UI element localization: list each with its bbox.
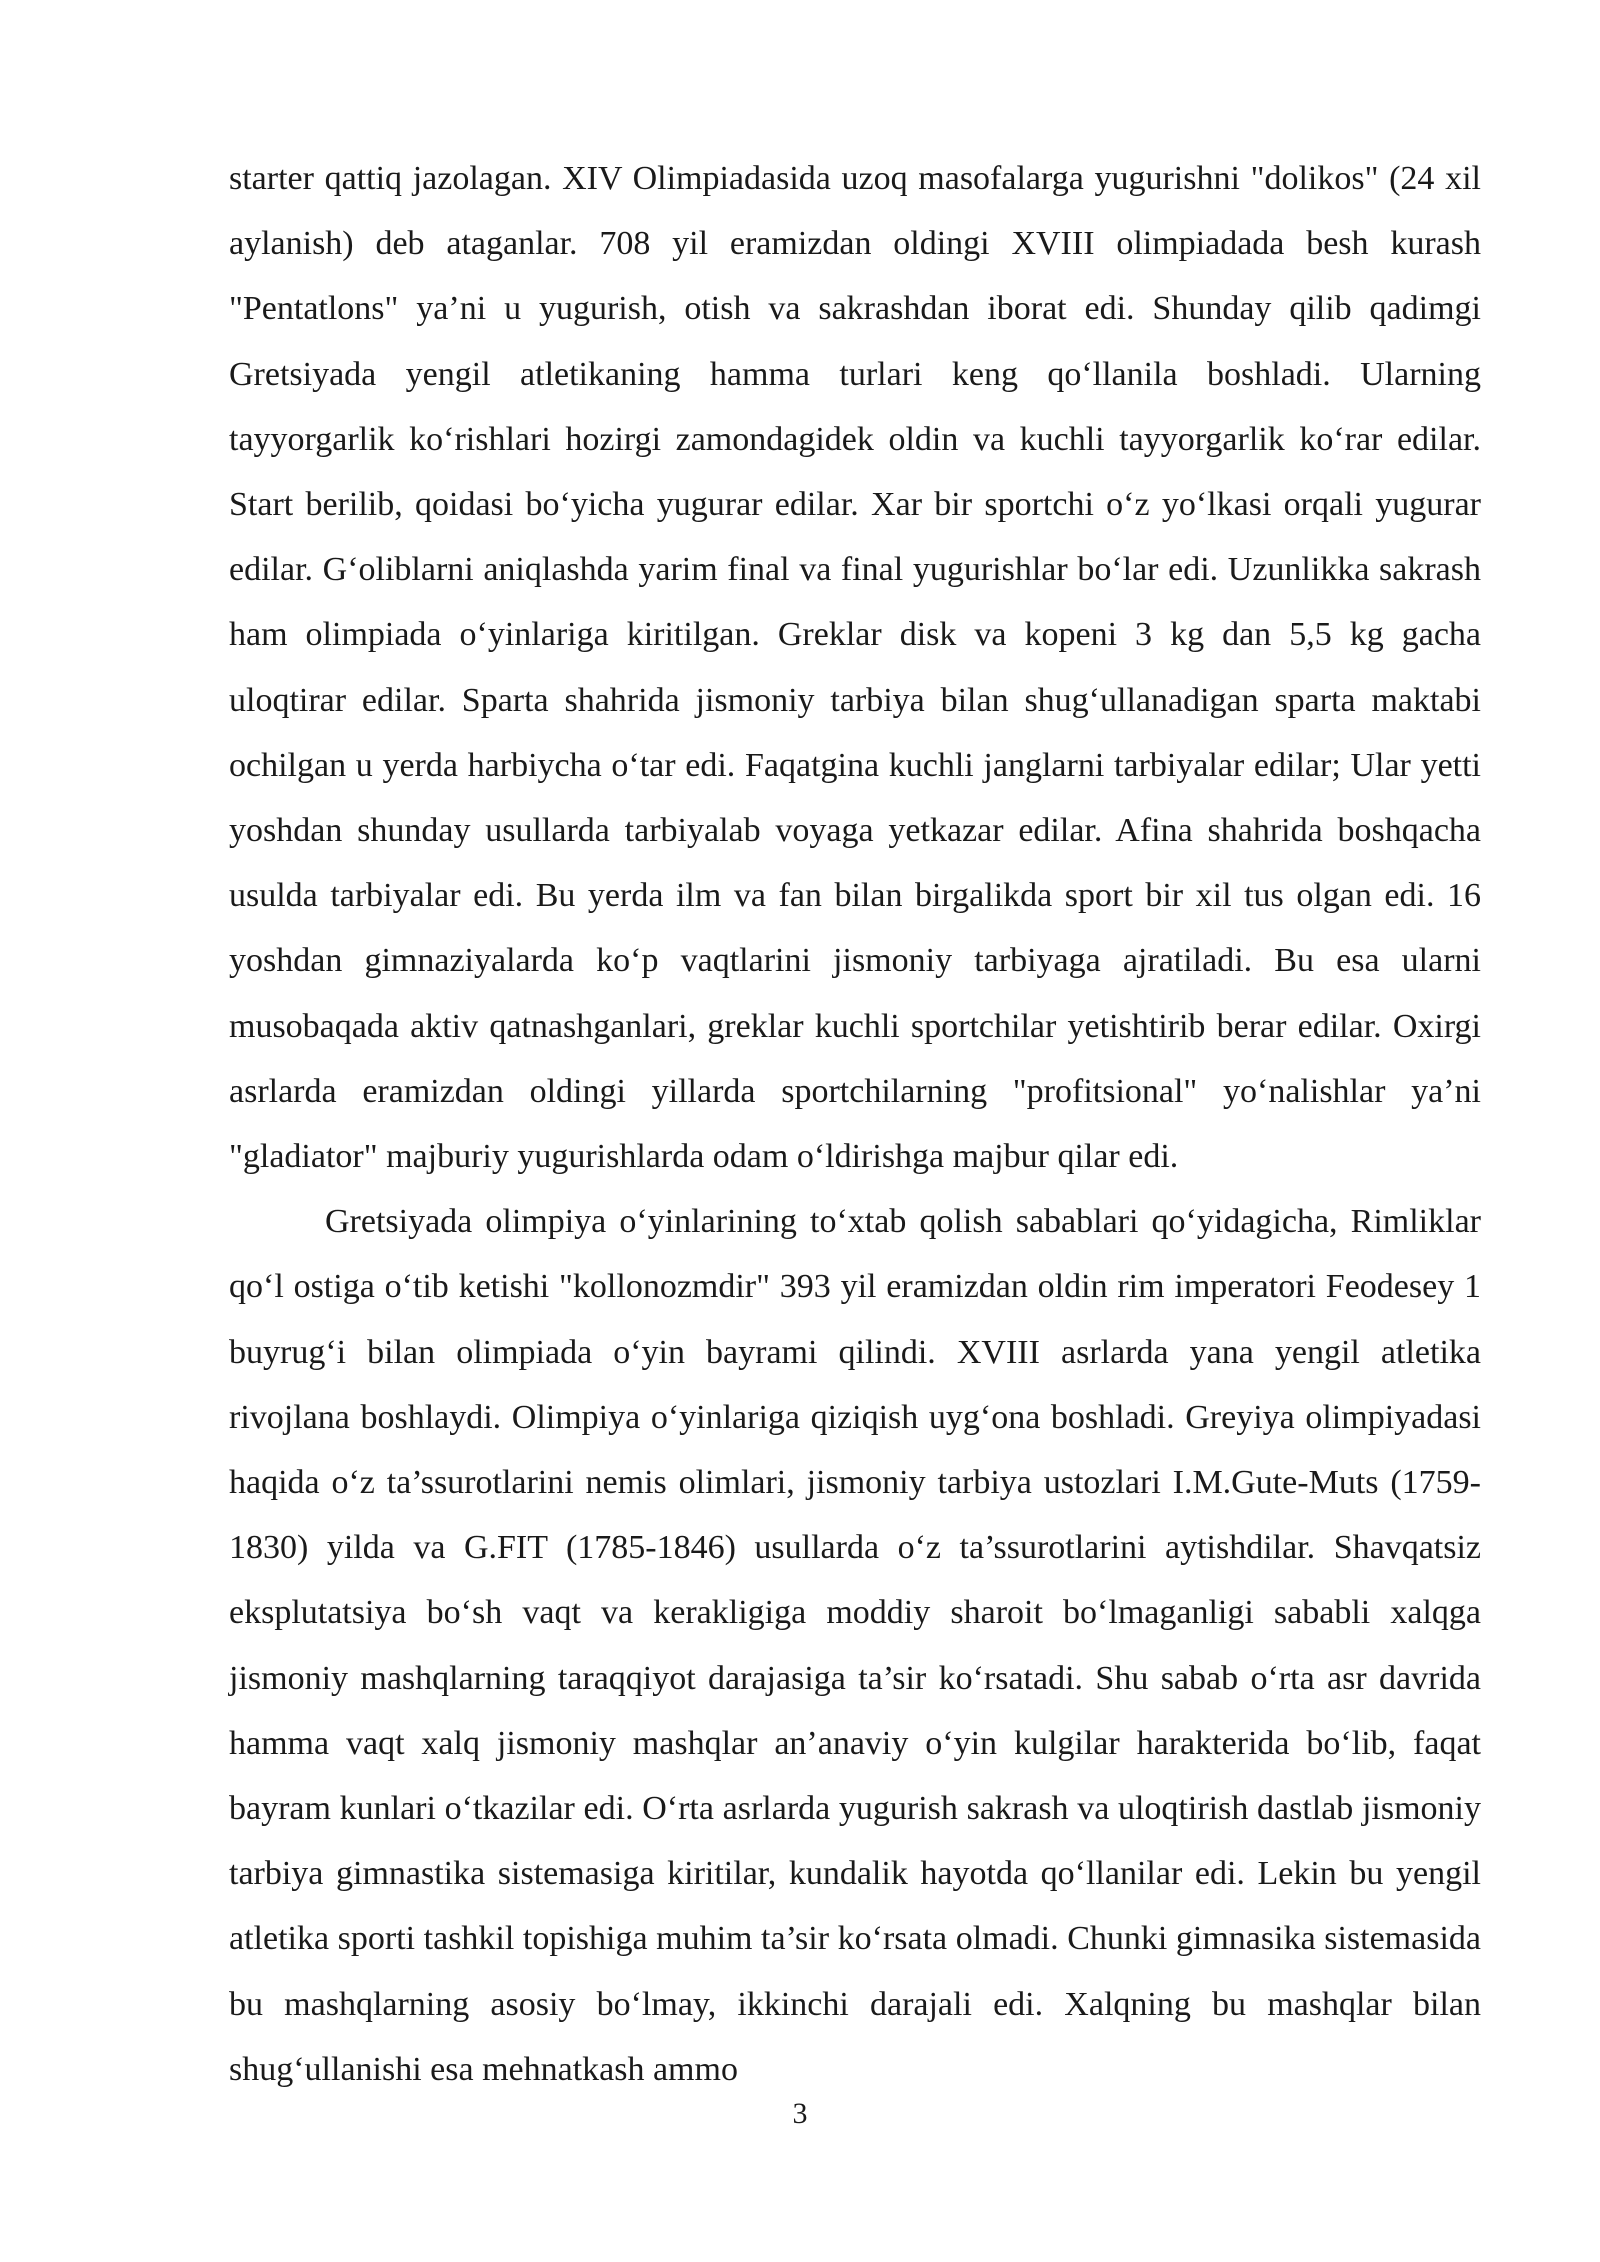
paragraph-2: Gretsiyada olimpiya o‘yinlarining to‘xtab qolish sabablari qo‘yidagicha, Rimliklar qo‘l ostiga o‘tib ketishi "kollonozmdir" 393 yil eramizdan oldin rim imperatori Feodesey 1 buyrug‘i bilan olimpiada o‘yin bayrami qilindi. XVIII asrlarda yana yengil atletika rivojlana boshlaydi. Olimpiya o‘yinlariga qiziqish uyg‘ona boshladi. Greyiya olimpiyadasi haqida o‘z ta’ssurotlarini nemis olimlari, jismoniy tarbiya ustozlari I.M.Gute-Muts (1759-1830) yilda va G.FIT (1785-1846) usullarda o‘z ta’ssurotlarini aytishdilar. Shavqatsiz eksplutatsiya bo‘sh vaqt va kerakligiga moddiy sharoit bo‘lmaganligi sababli xalqga jismoniy mashqlarning taraqqiyot darajasiga ta’sir ko‘rsatadi. Shu sabab o‘rta asr davrida hamma vaqt xalq jismoniy mashqlar an’anaviy o‘yin kulgilar harakterida bo‘lib, faqat bayram kunlari o‘tkazilar edi. O‘rta asrlarda yugurish sakrash va uloqtirish dastlab jismoniy tarbiya gimnastika sistemasiga kiritilar, kundalik hayotda qo‘llanilar edi. Lekin bu yengil atletika sporti tashkil topishiga muhim ta’sir ko‘rsata olmadi. Chunki gimnasika sistemasida bu mashqlarning asosiy bo‘lmay, ikkinchi darajali edi. Xalqning bu mashqlar bilan shug‘ullanishi esa mehnatkash ammo [229,1203,1481,2088]
body-text [229,146,1481,2102]
page-number: 3 [792,2097,808,2130]
paragraph-1: starter qattiq jazolagan. XIV Olimpiadasida uzoq masofalarga yugurishni "dolikos" (24 xil aylanish) deb ataganlar. 708 yil eramizdan oldingi XVIII olimpiadada besh kurash "Pentatlons" ya’ni u yugurish, otish va sakrashdan iborat edi. Shunday qilib qadimgi Gretsiyada yengil atletikaning hamma turlari keng qo‘llanila boshladi. Ularning tayyorgarlik ko‘rishlari hozirgi zamondagidek oldin va kuchli tayyorgarlik ko‘rar edilar. Start berilib, qoidasi bo‘yicha yugurar edilar. Xar bir sportchi o‘z yo‘lkasi orqali yugurar edilar. G‘oliblarni aniqlashda yarim final va final yugurishlar bo‘lar edi. Uzunlikka sakrash ham olimpiada o‘yinlariga kiritilgan. Greklar disk va kopeni 3 kg dan 5,5 kg gacha uloqtirar edilar. Sparta shahrida jismoniy tarbiya bilan shug‘ullanadigan sparta maktabi ochilgan u yerda harbiycha o‘tar edi. Faqatgina kuchli janglarni tarbiyalar edilar; Ular yetti yoshdan shunday usullarda tarbiyalab voyaga yetkazar edilar. Afina shahrida boshqacha usulda tarbiyalar edi. Bu yerda ilm va fan bilan birgalikda sport bir xil tus olgan edi. 16 yoshdan gimnaziyalarda ko‘p vaqtlarini jismoniy tarbiyaga ajratiladi. Bu esa ularni musobaqada aktiv qatnashganlari, greklar kuchli sportchilar yetishtirib berar edilar. Oxirgi asrlarda eramizdan oldingi yillarda sportchilarning "profitsional" yo‘nalishlar ya’ni "gladiator" majburiy yugurishlarda odam o‘ldirishga majbur qilar edi. [229,160,1481,1176]
